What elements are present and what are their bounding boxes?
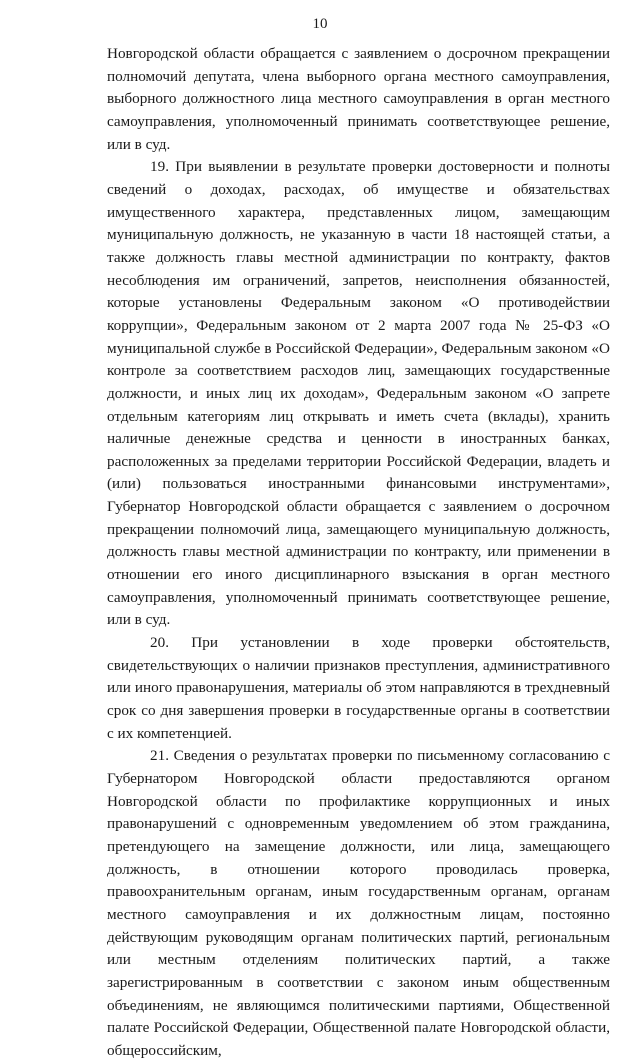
paragraph-item-19: 19. При выявлении в результате проверки достоверности и полноты сведений о доходах, расходах, об имуществе и обязательствах имущественного характера, представленных лицом, замещающим муниципальную должность, не указанную в части 18 настоящей статьи, а также должность главы местной администрации по контракту, фактов несоблюдения им ограничений, запретов, неисполнения обязанностей, которые установлены Федеральным законом «О противодействии коррупции», Федеральным законом от 2 марта 2007 года № 25-ФЗ «О муниципальной службе в Российской Федерации», Федеральным законом «О контроле за соответствием расходов лиц, замещающих государственные должности, и иных лиц их доходам», Федеральным законом «О запрете отдельным категориям лиц открывать и иметь счета (вклады), хранить наличные денежные средства и ценности в иностранных банках, расположенных за пределами территории Российской Федерации, владеть и (или) пользоваться иностранными финансовыми инструментами», Губернатор Новгородской области обращается с заявлением о досрочном прекращении полномочий лица, замещающего муниципальную должность, должность главы местной администрации по контракту, или применении в отношении его иного дисциплинарного взыскания в орган местного самоуправления, уполномоченный принимать соответствующее решение, или в суд. <box>107 158 610 629</box>
paragraph-continuation: Новгородской области обращается с заявлением о досрочном прекращении полномочий депутата, члена выборного органа местного самоуправления, выборного должностного лица местного самоуправления в орган местного самоуправления, уполномоченный принимать соответствующее решение, или в суд. <box>107 45 610 153</box>
paragraph-item-20: 20. При установлении в ходе проверки обстоятельств, свидетельствующих о наличии признаков преступления, административного или иного правонарушения, материалы об этом направляются в трехдневный срок со дня завершения проверки в государственные органы в соответствии с их компетенцией. <box>107 634 610 742</box>
page-number: 10 <box>312 16 328 32</box>
paragraph-item-21: 21. Сведения о результатах проверки по письменному согласованию с Губернатором Новгородской области предоставляются органом Новгородской области по профилактике коррупционных и иных правонарушений с одновременным уведомлением об этом гражданина, претендующего на замещение должности, или лица, замещающего должность, в отношении которого проводилась проверка, правоохранительным органам, иным государственным органам, органам местного самоуправления и их должностным лицам, постоянно действующим руководящим органам политических партий, региональным или местным отделениям политических партий, а также зарегистрированным в соответствии с законом иным общественным объединениям, не являющимся политическими партиями, Общественной палате Российской Федерации, Общественной палате Новгородской области, общероссийским, <box>107 747 610 1059</box>
document-body <box>107 43 610 1063</box>
